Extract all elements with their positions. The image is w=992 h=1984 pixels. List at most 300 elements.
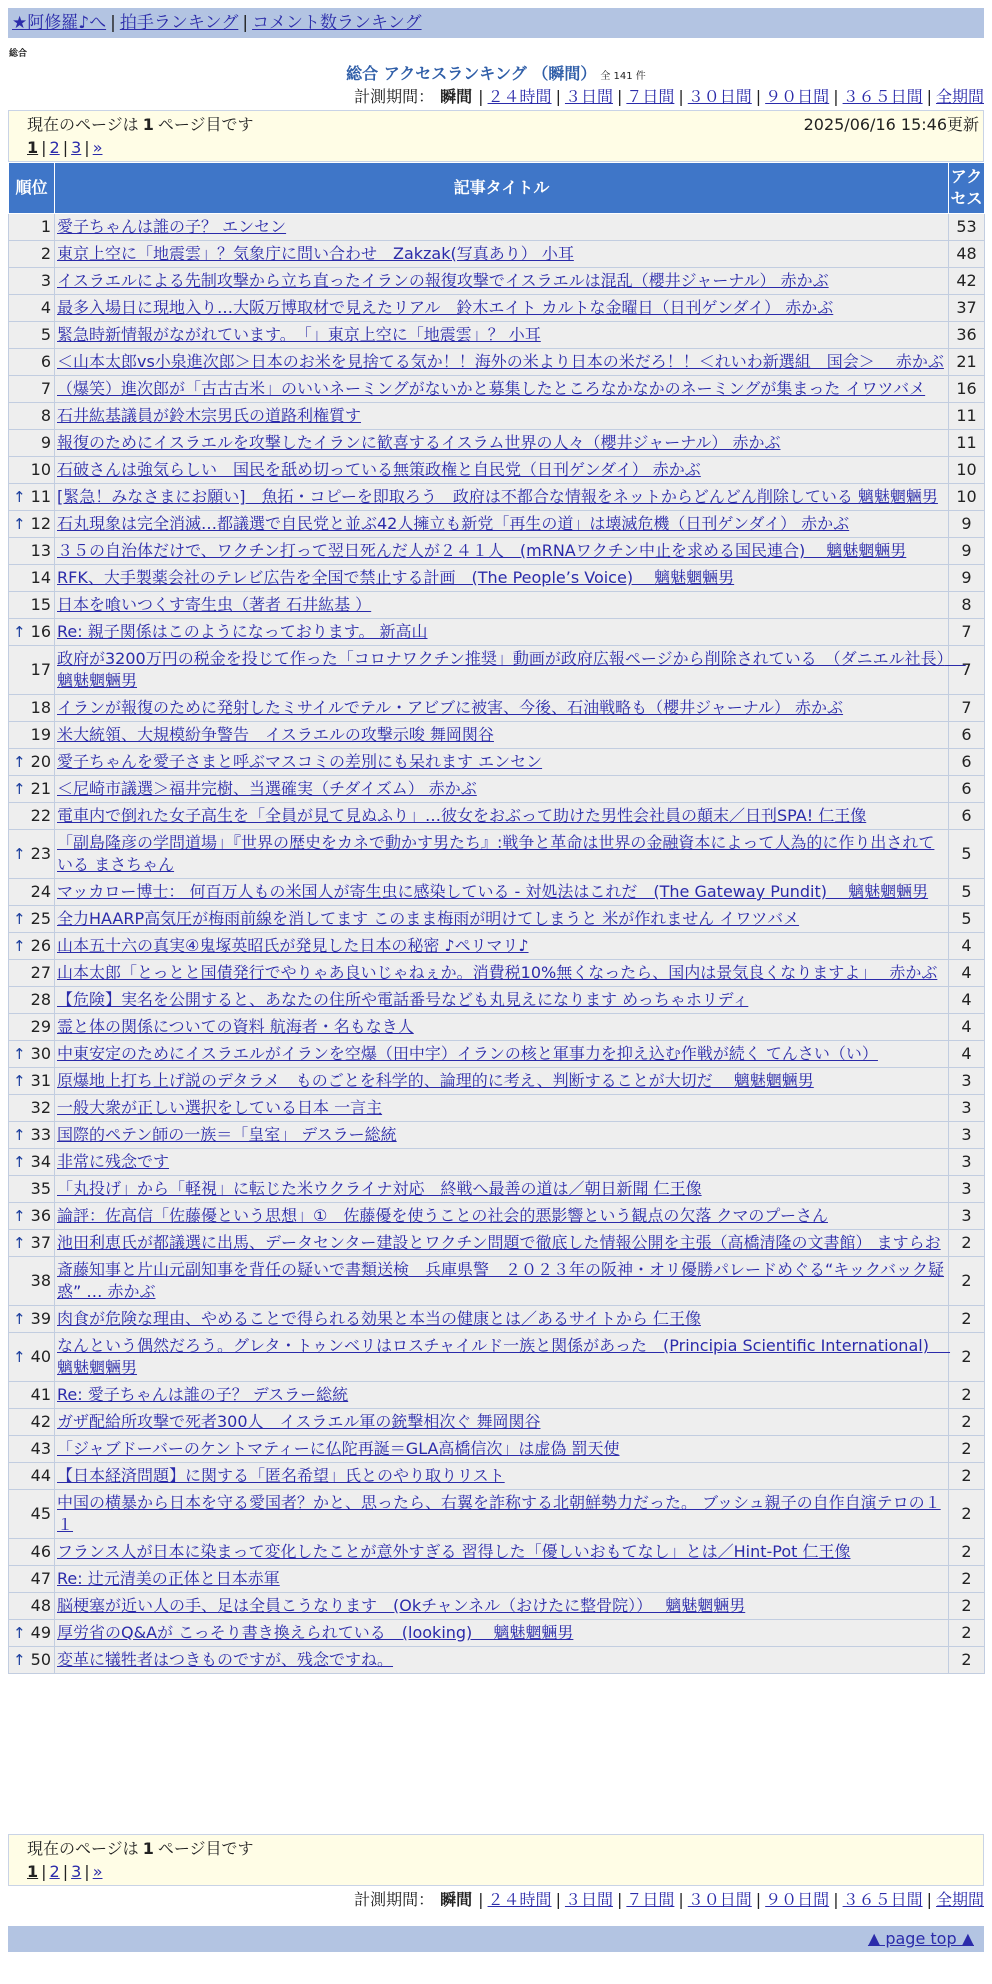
table-row: [9, 1122, 985, 1149]
period-option-5[interactable]: ３６５日間: [842, 87, 923, 106]
period-option-0[interactable]: ２４時間: [487, 87, 552, 106]
title-cell: [55, 457, 949, 484]
arrow-up-icon: ↑: [13, 937, 26, 955]
title-cell: [55, 241, 949, 268]
rank-cell: [9, 241, 55, 268]
period-option-3[interactable]: ３０日間: [687, 87, 752, 106]
nav-separator: |: [110, 13, 116, 33]
table-row: [9, 1436, 985, 1463]
article-link[interactable]: 国際的ペテン師の一族＝「皇室」 デスラー総統: [57, 1125, 397, 1144]
rank-cell: [9, 960, 55, 987]
period-separator: |: [478, 1890, 484, 1909]
arrow-up-icon: ↑: [13, 515, 26, 533]
rank-cell: [9, 1306, 55, 1333]
rank-cell: [9, 1041, 55, 1068]
article-link[interactable]: Re: 辻元清美の正体と日本赤軍: [57, 1569, 280, 1588]
rank-number: 16: [30, 622, 51, 641]
pager-next[interactable]: »: [92, 1862, 103, 1881]
title-cell: [55, 1014, 949, 1041]
access-count: 5: [949, 906, 985, 933]
article-link[interactable]: 【日本経済問題】に関する「匿名希望」氏とのやり取りリスト: [57, 1466, 505, 1485]
rank-cell: [9, 511, 55, 538]
article-link[interactable]: 論評：佐高信「佐藤優という思想」① 佐藤優を使うことの社会的悪影響という観点の欠落 クマのプーさん: [57, 1206, 828, 1225]
rank-cell: [9, 376, 55, 403]
arrow-up-icon: ↑: [13, 845, 26, 863]
access-count: 36: [949, 322, 985, 349]
article-link[interactable]: イランが報復のために発射したミサイルでテル・アビブに被害、今後、石油戦略も（櫻井ジャーナル） 赤かぶ: [57, 698, 844, 717]
table-row: [9, 241, 985, 268]
access-header: アクセス: [949, 163, 985, 214]
rank-cell: [9, 1068, 55, 1095]
article-link[interactable]: 原爆地上打ち上げ説のデタラメ ものごとを科学的、論理的に考え、判断することが大切だ 魑魅魍魎男: [57, 1071, 814, 1090]
table-row: [9, 879, 985, 906]
title-cell: [55, 430, 949, 457]
access-count: 9: [949, 511, 985, 538]
article-link[interactable]: 山本太郎「とっとと国債発行でやりゃあ良いじゃねぇか。消費税10%無くなったら、国内は景気良くなりますよ」 赤かぶ: [57, 963, 938, 982]
access-count: 3: [949, 1176, 985, 1203]
article-link[interactable]: 東京上空に「地震雲」？気象庁に問い合わせ Zakzak(写真あり） 小耳: [57, 244, 574, 263]
rank-cell: [9, 1230, 55, 1257]
article-link[interactable]: 政府が3200万円の税金を投じて作った「コロナワクチン推奨」動画が政府広報ページから削除されている （ダニエル社長） 魑魅魍魎男: [57, 649, 966, 690]
rank-number: 50: [30, 1650, 51, 1669]
article-link[interactable]: フランス人が日本に染まって変化したことが意外すぎる 習得した「優しいおもてなし」とは／Hint-Pot 仁王像: [57, 1542, 851, 1561]
table-row: [9, 511, 985, 538]
rank-number: 7: [40, 379, 51, 398]
access-count: 2: [949, 1230, 985, 1257]
title-cell: [55, 1463, 949, 1490]
title-cell: [55, 830, 949, 879]
article-link[interactable]: 脳梗塞が近い人の手、足は全員こうなります (Okチャンネル（おけたに整骨院）） 魑魅魍魎男: [57, 1596, 746, 1615]
title-cell: [55, 1436, 949, 1463]
table-row: [9, 592, 985, 619]
period-option-2[interactable]: ７日間: [626, 87, 675, 106]
period-separator: |: [926, 1890, 932, 1909]
rank-cell: [9, 565, 55, 592]
table-row: [9, 322, 985, 349]
article-link[interactable]: 霊と体の関係についての資料 航海者・名もなき人: [57, 1017, 414, 1036]
period-option-1[interactable]: ３日間: [564, 87, 613, 106]
title-cell: [55, 749, 949, 776]
period-option-6[interactable]: 全期間: [935, 87, 984, 106]
arrow-up-icon: ↑: [13, 1348, 26, 1366]
table-row: [9, 1230, 985, 1257]
pager-page-3[interactable]: 3: [71, 138, 82, 157]
title-cell: [55, 349, 949, 376]
access-count: 2: [949, 1257, 985, 1306]
access-count: 2: [949, 1620, 985, 1647]
footer-bar: [8, 1926, 984, 1952]
period-option-1[interactable]: ３日間: [564, 1890, 613, 1909]
title-cell: [55, 1095, 949, 1122]
page-info-number: 1: [142, 1839, 154, 1858]
title-cell: [55, 322, 949, 349]
period-option-3[interactable]: ３０日間: [687, 1890, 752, 1909]
rank-cell: [9, 295, 55, 322]
access-count: 4: [949, 960, 985, 987]
rank-number: 31: [30, 1071, 51, 1090]
access-count: 3: [949, 1203, 985, 1230]
rank-number: 35: [30, 1179, 51, 1198]
rank-cell: [9, 1647, 55, 1674]
title-cell: [55, 987, 949, 1014]
rank-cell: [9, 1333, 55, 1382]
rank-number: 25: [30, 909, 51, 928]
table-row: [9, 1176, 985, 1203]
rank-cell: [9, 484, 55, 511]
rank-number: 43: [30, 1439, 51, 1458]
article-link[interactable]: ３５の自治体だけで、ワクチン打って翌日死んだ人が２４１人 (mRNAワクチン中止を求める国民連合) 魑魅魍魎男: [57, 541, 907, 560]
title-cell: [55, 1149, 949, 1176]
article-link[interactable]: 全力HAARP高気圧が梅雨前線を消してます このまま梅雨が明けてしまうと 米が作れません イワツバメ: [57, 909, 800, 928]
rank-number: 14: [30, 568, 51, 587]
rank-number: 11: [30, 487, 51, 506]
table-row: [9, 646, 985, 695]
access-count: 3: [949, 1149, 985, 1176]
arrow-up-icon: ↑: [13, 780, 26, 798]
rank-cell: [9, 1014, 55, 1041]
title-cell: [55, 619, 949, 646]
article-link[interactable]: RFK、大手製薬会社のテレビ広告を全国で禁止する計画 (The People’s Voice) 魑魅魍魎男: [57, 568, 735, 587]
period-separator: |: [616, 87, 623, 106]
title-cell: [55, 1647, 949, 1674]
period-selector-bottom: [354, 1889, 984, 1911]
access-count: 3: [949, 1122, 985, 1149]
table-row: [9, 695, 985, 722]
access-count: 2: [949, 1593, 985, 1620]
rank-number: 20: [30, 752, 51, 771]
rank-number: 40: [30, 1347, 51, 1366]
rank-number: 38: [30, 1271, 51, 1290]
rank-number: 6: [40, 352, 51, 371]
pager-next[interactable]: »: [92, 138, 103, 157]
access-count: 21: [949, 349, 985, 376]
page-info-prefix: 現在のページは: [27, 1839, 139, 1858]
table-row: [9, 214, 985, 241]
access-count: 16: [949, 376, 985, 403]
table-row: [9, 1257, 985, 1306]
rank-number: 48: [30, 1596, 51, 1615]
period-label: 計測期間：: [354, 1890, 435, 1909]
table-row: [9, 403, 985, 430]
title-cell: [55, 1176, 949, 1203]
page-info-text: [27, 114, 254, 136]
page-info-prefix: 現在のページは: [27, 115, 139, 134]
title-cell: [55, 214, 949, 241]
article-link[interactable]: ＜尼崎市議選＞福井完樹、当選確実（チダイズム） 赤かぶ: [57, 779, 477, 798]
table-row: [9, 1014, 985, 1041]
title-cell: [55, 1041, 949, 1068]
arrow-up-icon: ↑: [13, 1624, 26, 1642]
table-row: [9, 484, 985, 511]
access-count: 3: [949, 1068, 985, 1095]
article-link[interactable]: 肉食が危険な理由、やめることで得られる効果と本当の健康とは／あるサイトから 仁王像: [57, 1309, 701, 1328]
rank-cell: [9, 1436, 55, 1463]
rank-cell: [9, 1539, 55, 1566]
article-link[interactable]: 電車内で倒れた女子高生を「全員が見て見ぬふり」…彼女をおぶって助けた男性会社員の顛末／日刊SPA! 仁王像: [57, 806, 867, 825]
rank-number: 26: [30, 936, 51, 955]
article-link[interactable]: 池田利恵氏が都議選に出馬、データセンター建設とワクチン問題で徹底した情報公開を主張（高橋清隆の文書館） ますらお: [57, 1233, 941, 1252]
article-link[interactable]: ＜山本太郎vs小泉進次郎＞日本のお米を見捨てる気か！！海外の米より日本の米だろ！！＜れいわ新選組 国会＞ 赤かぶ: [57, 352, 944, 371]
table-row: [9, 268, 985, 295]
access-count: 2: [949, 1382, 985, 1409]
access-count: 4: [949, 987, 985, 1014]
access-count: 6: [949, 722, 985, 749]
table-row: [9, 349, 985, 376]
pager-page-2[interactable]: 2: [49, 138, 60, 157]
access-count: 8: [949, 592, 985, 619]
page-top-link[interactable]: ▲ page top ▲: [867, 1929, 974, 1948]
article-link[interactable]: 厚労省のQ&Aが こっそり書き換えられている (looking) 魑魅魍魎男: [57, 1623, 574, 1642]
rank-cell: [9, 749, 55, 776]
table-row: [9, 538, 985, 565]
article-link[interactable]: 【危険】実名を公開すると、あなたの住所や電話番号なども丸見えになります めっちゃホリディ: [57, 990, 749, 1009]
rank-cell: [9, 1203, 55, 1230]
table-row: [9, 430, 985, 457]
period-separator: |: [833, 1890, 839, 1909]
article-link[interactable]: 斎藤知事と片山元副知事を背任の疑いで書類送検 兵庫県警 ２０２３年の阪神・オリ優勝パレードめぐる“キックバック疑惑” … 赤かぶ: [57, 1260, 945, 1301]
access-count: 2: [949, 1333, 985, 1382]
article-link[interactable]: マッカロー博士： 何百万人もの米国人が寄生虫に感染している - 対処法はこれだ (The Gateway Pundit) 魑魅魍魎男: [57, 882, 929, 901]
rank-cell: [9, 403, 55, 430]
article-link[interactable]: ガザ配給所攻撃で死者300人 イスラエル軍の銃撃相次ぐ 舞岡関谷: [57, 1412, 541, 1431]
rank-number: 22: [30, 806, 51, 825]
rank-number: 46: [30, 1542, 51, 1561]
access-count: 4: [949, 933, 985, 960]
article-link[interactable]: 変革に犠牲者はつきものですが、残念ですね。: [57, 1650, 394, 1669]
table-row: [9, 295, 985, 322]
period-option-4[interactable]: ９０日間: [765, 87, 830, 106]
table-row: [9, 987, 985, 1014]
arrow-up-icon: ↑: [13, 623, 26, 641]
arrow-up-icon: ↑: [13, 1045, 26, 1063]
title-cell: [55, 722, 949, 749]
rank-number: 12: [30, 514, 51, 533]
table-row: [9, 1068, 985, 1095]
period-options: [474, 1890, 984, 1909]
access-count: 2: [949, 1409, 985, 1436]
title-cell: [55, 695, 949, 722]
rank-cell: [9, 879, 55, 906]
access-count: 7: [949, 619, 985, 646]
access-count: 9: [949, 538, 985, 565]
rank-number: 4: [40, 298, 51, 317]
arrow-up-icon: ↑: [13, 1072, 26, 1090]
article-link[interactable]: 日本を喰いつくす寄生虫（著者 石井紘基 ）: [57, 595, 372, 614]
table-row: [9, 960, 985, 987]
title-cell: [55, 268, 949, 295]
rank-cell: [9, 1382, 55, 1409]
article-link[interactable]: 中国の横暴から日本を守る愛国者？かと、思ったら、右翼を詐称する北朝鮮勢力だった。 ブッシュ親子の自作自演テロの１１: [57, 1493, 941, 1534]
access-count: 2: [949, 1306, 985, 1333]
rank-number: 36: [30, 1206, 51, 1225]
comment-ranking-link[interactable]: コメント数ランキング: [252, 13, 422, 33]
ranking-table: [8, 162, 985, 1674]
rank-number: 24: [30, 882, 51, 901]
article-link[interactable]: 愛子ちゃんは誰の子？ エンセン: [57, 217, 287, 236]
period-separator: |: [833, 87, 839, 106]
rank-number: 15: [30, 595, 51, 614]
article-link[interactable]: 報復のためにイスラエルを攻撃したイランに歓喜するイスラム世界の人々（櫻井ジャーナル） 赤かぶ: [57, 433, 781, 452]
table-row: [9, 1620, 985, 1647]
rank-cell: [9, 1176, 55, 1203]
title-cell: [55, 776, 949, 803]
rank-cell: [9, 268, 55, 295]
pager-page-2[interactable]: 2: [49, 1862, 60, 1881]
home-link[interactable]: ★阿修羅♪へ: [12, 13, 107, 33]
access-count: 10: [949, 484, 985, 511]
rank-number: 27: [30, 963, 51, 982]
title-cell: [55, 1068, 949, 1095]
article-link[interactable]: 緊急時新情報がながれています。 「」東京上空に「地震雲」？ 小耳: [57, 325, 541, 344]
period-separator: |: [616, 1890, 623, 1909]
rank-number: 41: [30, 1385, 51, 1404]
period-option-2[interactable]: ７日間: [626, 1890, 675, 1909]
rank-cell: [9, 1149, 55, 1176]
article-link[interactable]: 一般大衆が正しい選択をしている日本 一言主: [57, 1098, 383, 1117]
rank-cell: [9, 1122, 55, 1149]
rank-number: 3: [40, 271, 51, 290]
title-cell: [55, 1306, 949, 1333]
page-info-top: [8, 110, 984, 162]
access-count: 48: [949, 241, 985, 268]
title-cell: [55, 1382, 949, 1409]
table-row: [9, 1149, 985, 1176]
article-link[interactable]: 石井紘基議員が鈴木宗男氏の道路利権質す: [57, 406, 362, 425]
table-row: [9, 1490, 985, 1539]
arrow-up-icon: ↑: [13, 1207, 26, 1225]
period-options: [474, 87, 984, 106]
period-separator: |: [926, 87, 932, 106]
arrow-up-icon: ↑: [13, 488, 26, 506]
access-count: 7: [949, 695, 985, 722]
article-link[interactable]: 中東安定のためにイスラエルがイランを空爆（田中宇）イランの核と軍事力を抑え込む作戦が続く てんさい（い）: [57, 1044, 878, 1063]
page-info-suffix: ページ目です: [157, 1839, 254, 1858]
rank-number: 33: [30, 1125, 51, 1144]
pager-top: [27, 137, 102, 159]
rank-number: 17: [30, 660, 51, 679]
rank-number: 1: [40, 217, 51, 236]
article-link[interactable]: なんという偶然だろう。グレタ・トゥンベリはロスチャイルド一族と関係があった (Principia Scientific International) 魑魅魍魎男: [57, 1336, 951, 1377]
access-count: 4: [949, 1014, 985, 1041]
access-count: 4: [949, 1041, 985, 1068]
title-cell: [55, 1203, 949, 1230]
rank-cell: [9, 619, 55, 646]
rank-cell: [9, 803, 55, 830]
rank-cell: [9, 430, 55, 457]
arrow-up-icon: ↑: [13, 1651, 26, 1669]
title-cell: [55, 1620, 949, 1647]
rank-header: 順位: [9, 163, 55, 214]
arrow-up-icon: ↑: [13, 1126, 26, 1144]
title-cell: [55, 1257, 949, 1306]
access-count: 2: [949, 1539, 985, 1566]
article-link[interactable]: 山本五十六の真実④鬼塚英昭氏が発見した日本の秘密 ♪ペリマリ♪: [57, 936, 529, 955]
table-row: [9, 933, 985, 960]
title-cell: [55, 1593, 949, 1620]
period-label: 計測期間：: [354, 87, 435, 106]
table-row: [9, 1203, 985, 1230]
rank-cell: [9, 349, 55, 376]
access-count: 3: [949, 1095, 985, 1122]
rank-cell: [9, 1490, 55, 1539]
article-link[interactable]: 石破さんは強気らしい 国民を舐め切っている無策政権と自民党（日刊ゲンダイ） 赤かぶ: [57, 460, 701, 479]
article-link[interactable]: 非常に残念です: [57, 1152, 170, 1171]
title-cell: [55, 376, 949, 403]
pager-bottom: [27, 1861, 102, 1883]
rank-number: 9: [40, 433, 51, 452]
title-cell: [55, 565, 949, 592]
nav-separator: |: [242, 13, 249, 33]
article-link[interactable]: 石丸現象は完全消滅…都議選で自民党と並ぶ42人擁立も新党「再生の道」は壊滅危機（日刊ゲンダイ） 赤かぶ: [57, 514, 850, 533]
access-count: 5: [949, 830, 985, 879]
pager-separator: |: [84, 1862, 90, 1881]
article-link[interactable]: 「副島隆彦の学問道場」『世界の歴史をカネで動かす男たち』:戦争と革命は世界の金融資本によって人為的に作り出されている まさちゃん: [57, 833, 935, 874]
access-count: 2: [949, 1647, 985, 1674]
rank-number: 10: [30, 460, 51, 479]
title-cell: [55, 1490, 949, 1539]
period-option-6[interactable]: 全期間: [935, 1890, 984, 1909]
period-separator: |: [555, 87, 561, 106]
title-cell: [55, 1122, 949, 1149]
article-link[interactable]: Re: 親子関係はこのようになっております。 新高山: [57, 622, 428, 641]
page-info-bottom: [8, 1834, 984, 1886]
access-count: 6: [949, 776, 985, 803]
period-separator: |: [478, 87, 484, 106]
top-nav: [8, 8, 984, 38]
pager-page-3[interactable]: 3: [71, 1862, 82, 1881]
table-row: [9, 376, 985, 403]
page-title-text: 総合 アクセスランキング （瞬間）: [346, 64, 597, 83]
title-cell: [55, 403, 949, 430]
category-label: 総合: [9, 49, 28, 59]
article-link[interactable]: 「ジャブドーバーのケントマティーに仏陀再誕＝GLA高橋信次」は虚偽 罰天使: [57, 1439, 620, 1458]
article-link[interactable]: 米大統領、大規模紛争警告 イスラエルの攻撃示唆 舞岡関谷: [57, 725, 494, 744]
pager-current: 1: [27, 138, 39, 157]
rank-number: 42: [30, 1412, 51, 1431]
table-row: [9, 749, 985, 776]
table-row: [9, 1647, 985, 1674]
title-cell: [55, 933, 949, 960]
rank-number: 19: [30, 725, 51, 744]
title-cell: [55, 1539, 949, 1566]
period-option-5[interactable]: ３６５日間: [842, 1890, 923, 1909]
title-cell: [55, 646, 966, 695]
rank-cell: [9, 538, 55, 565]
period-option-4[interactable]: ９０日間: [765, 1890, 830, 1909]
title-cell: [55, 879, 949, 906]
article-link[interactable]: 愛子ちゃんを愛子さまと呼ぶマスコミの差別にも呆れます エンセン: [57, 752, 543, 771]
article-link[interactable]: 「丸投げ」から「軽視」に転じた米ウクライナ対応 終戦へ最善の道は／朝日新聞 仁王像: [57, 1179, 702, 1198]
access-count: 10: [949, 457, 985, 484]
pager-separator: |: [41, 1862, 47, 1881]
table-header-row: [9, 163, 985, 214]
rank-cell: [9, 1566, 55, 1593]
article-link[interactable]: 最多入場日に現地入り…大阪万博取材で見えたリアル 鈴木エイト カルトな金曜日（日刊ゲンダイ） 赤かぶ: [57, 298, 834, 317]
period-current: 瞬間: [440, 1890, 473, 1909]
rank-cell: [9, 776, 55, 803]
article-link[interactable]: [緊急！みなさまにお願い] 魚拓・コピーを即取ろう 政府は不都合な情報をネットからどんどん削除している 魑魅魍魎男: [57, 487, 938, 506]
page-info-suffix: ページ目です: [157, 115, 254, 134]
clap-ranking-link[interactable]: 拍手ランキング: [119, 13, 239, 33]
article-link[interactable]: （爆笑）進次郎が「古古古米」のいいネーミングがないかと募集したところなかなかのネーミングが集まった イワツバメ: [57, 379, 926, 398]
title-cell: [55, 906, 949, 933]
period-option-0[interactable]: ２４時間: [487, 1890, 552, 1909]
title-cell: [55, 592, 949, 619]
article-link[interactable]: Re: 愛子ちゃんは誰の子？ デスラー総統: [57, 1385, 349, 1404]
article-link[interactable]: イスラエルによる先制攻撃から立ち直ったイランの報復攻撃でイスラエルは混乱（櫻井ジャーナル） 赤かぶ: [57, 271, 829, 290]
access-count: 11: [949, 430, 985, 457]
rank-cell: [9, 695, 55, 722]
